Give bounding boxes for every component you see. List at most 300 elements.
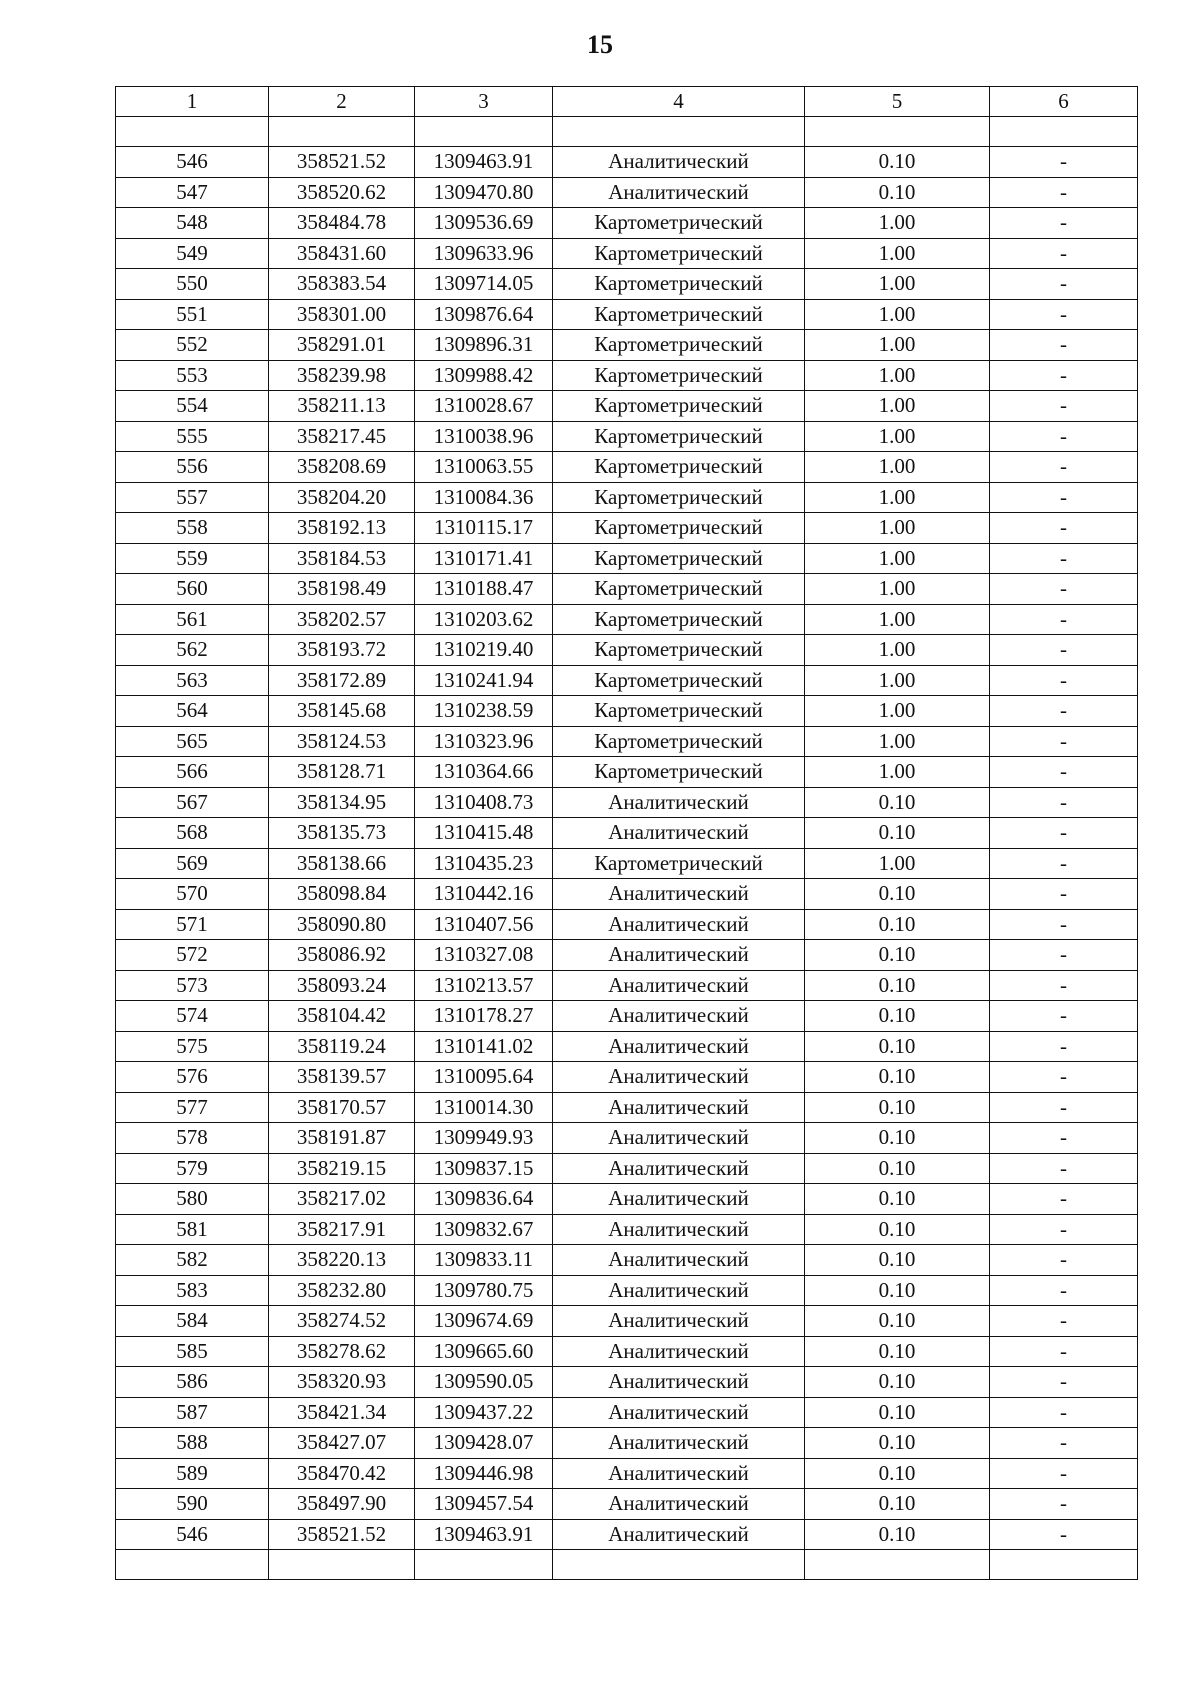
table-cell: Аналитический — [553, 1519, 805, 1550]
table-cell: 1310323.96 — [415, 726, 553, 757]
table-cell: 1.00 — [805, 360, 990, 391]
table-cell: 1310063.55 — [415, 452, 553, 483]
table-cell: Картометрический — [553, 421, 805, 452]
table-cell: - — [990, 1062, 1138, 1093]
table-row — [116, 1001, 1138, 1032]
table-cell: 569 — [116, 848, 269, 879]
table-cell: 1309463.91 — [415, 1519, 553, 1550]
table-row — [116, 1458, 1138, 1489]
table-row — [116, 696, 1138, 727]
table-cell: 561 — [116, 604, 269, 635]
table-cell: - — [990, 238, 1138, 269]
table-cell: 546 — [116, 147, 269, 178]
table-cell: 0.10 — [805, 1397, 990, 1428]
table-row — [116, 299, 1138, 330]
table-cell — [553, 1550, 805, 1580]
table-cell: - — [990, 1214, 1138, 1245]
table-cell: - — [990, 574, 1138, 605]
table-cell: - — [990, 177, 1138, 208]
table-cell: 1310141.02 — [415, 1031, 553, 1062]
table-cell: 1.00 — [805, 208, 990, 239]
table-cell: 559 — [116, 543, 269, 574]
table-row — [116, 635, 1138, 666]
table-cell: 358217.02 — [269, 1184, 415, 1215]
table-cell: 358119.24 — [269, 1031, 415, 1062]
table-cell: 579 — [116, 1153, 269, 1184]
table-cell: 1310028.67 — [415, 391, 553, 422]
table-cell: Картометрический — [553, 604, 805, 635]
table-cell: 1309665.60 — [415, 1336, 553, 1367]
table-cell: - — [990, 1123, 1138, 1154]
table-cell: 0.10 — [805, 1306, 990, 1337]
table-cell: 0.10 — [805, 879, 990, 910]
table-cell: 358098.84 — [269, 879, 415, 910]
table-row — [116, 665, 1138, 696]
table-row — [116, 1123, 1138, 1154]
table-row — [116, 1092, 1138, 1123]
table-cell: Аналитический — [553, 1397, 805, 1428]
table-cell: 546 — [116, 1519, 269, 1550]
table-cell: 590 — [116, 1489, 269, 1520]
table-cell: - — [990, 1245, 1138, 1276]
table-cell: Аналитический — [553, 787, 805, 818]
table-cell: - — [990, 940, 1138, 971]
table-cell: Аналитический — [553, 1062, 805, 1093]
table-cell: 1309674.69 — [415, 1306, 553, 1337]
table-cell: 549 — [116, 238, 269, 269]
table-cell: Аналитический — [553, 1092, 805, 1123]
table-cell: Аналитический — [553, 1184, 805, 1215]
table-row — [116, 360, 1138, 391]
table-cell: 358431.60 — [269, 238, 415, 269]
table-row — [116, 269, 1138, 300]
table-cell: Аналитический — [553, 970, 805, 1001]
table-cell: 567 — [116, 787, 269, 818]
table-cell: 1.00 — [805, 696, 990, 727]
table-cell — [116, 117, 269, 147]
table-cell: Картометрический — [553, 726, 805, 757]
table-cell: 0.10 — [805, 1336, 990, 1367]
table-cell: - — [990, 1489, 1138, 1520]
table-cell: 1309536.69 — [415, 208, 553, 239]
table-row — [116, 452, 1138, 483]
table-cell: Картометрический — [553, 757, 805, 788]
table-cell: 566 — [116, 757, 269, 788]
table-cell: 562 — [116, 635, 269, 666]
table-cell: Аналитический — [553, 1001, 805, 1032]
table-cell: 1309836.64 — [415, 1184, 553, 1215]
table-cell: - — [990, 1275, 1138, 1306]
table-cell: 551 — [116, 299, 269, 330]
table-cell: - — [990, 482, 1138, 513]
table-cell: 576 — [116, 1062, 269, 1093]
table-cell: Аналитический — [553, 1367, 805, 1398]
table-cell: Аналитический — [553, 147, 805, 178]
table-cell: 1309832.67 — [415, 1214, 553, 1245]
table-cell: 0.10 — [805, 1458, 990, 1489]
table-cell: Картометрический — [553, 635, 805, 666]
table-cell: 358217.45 — [269, 421, 415, 452]
table-cell: 0.10 — [805, 1031, 990, 1062]
table-row — [116, 1519, 1138, 1550]
table-row — [116, 513, 1138, 544]
table-cell — [269, 1550, 415, 1580]
table-cell: Картометрический — [553, 482, 805, 513]
table-cell: 358208.69 — [269, 452, 415, 483]
table-cell — [805, 1550, 990, 1580]
table-cell: 1.00 — [805, 238, 990, 269]
table-cell: 589 — [116, 1458, 269, 1489]
table-row — [116, 482, 1138, 513]
table-cell: 1310014.30 — [415, 1092, 553, 1123]
table-cell: 358192.13 — [269, 513, 415, 544]
table-cell: 0.10 — [805, 1245, 990, 1276]
table-cell: - — [990, 391, 1138, 422]
table-cell: 1310038.96 — [415, 421, 553, 452]
table-row — [116, 1245, 1138, 1276]
table-cell: 0.10 — [805, 1062, 990, 1093]
table-cell: - — [990, 696, 1138, 727]
table-cell: 0.10 — [805, 1123, 990, 1154]
table-cell: 358198.49 — [269, 574, 415, 605]
table-row — [116, 208, 1138, 239]
table-cell: 358421.34 — [269, 1397, 415, 1428]
table-cell: 358301.00 — [269, 299, 415, 330]
table-cell: - — [990, 1184, 1138, 1215]
table-row — [116, 1397, 1138, 1428]
table-row — [116, 787, 1138, 818]
table-cell: Картометрический — [553, 208, 805, 239]
table-cell: 1310327.08 — [415, 940, 553, 971]
table-cell: 358204.20 — [269, 482, 415, 513]
table-cell: 358497.90 — [269, 1489, 415, 1520]
table-cell: - — [990, 665, 1138, 696]
table-body — [116, 87, 1138, 1580]
table-cell: 1309590.05 — [415, 1367, 553, 1398]
table-cell: 0.10 — [805, 909, 990, 940]
table-row — [116, 726, 1138, 757]
table-row — [116, 330, 1138, 361]
table-cell: 550 — [116, 269, 269, 300]
table-cell — [415, 117, 553, 147]
table-cell: 1.00 — [805, 726, 990, 757]
table-cell: 1310435.23 — [415, 848, 553, 879]
table-cell: 0.10 — [805, 177, 990, 208]
table-cell: - — [990, 1031, 1138, 1062]
table-cell: 0.10 — [805, 1275, 990, 1306]
table-cell: Картометрический — [553, 543, 805, 574]
table-cell: 1309428.07 — [415, 1428, 553, 1459]
table-cell: Картометрический — [553, 574, 805, 605]
table-cell: 1.00 — [805, 757, 990, 788]
table-cell: 1310203.62 — [415, 604, 553, 635]
table-cell: 358211.13 — [269, 391, 415, 422]
table-cell: - — [990, 1458, 1138, 1489]
table-cell: 1.00 — [805, 299, 990, 330]
table-cell: 571 — [116, 909, 269, 940]
table-cell: 358520.62 — [269, 177, 415, 208]
table-cell: 1309780.75 — [415, 1275, 553, 1306]
table-cell: 1309837.15 — [415, 1153, 553, 1184]
table-cell: 358521.52 — [269, 147, 415, 178]
table-row — [116, 1214, 1138, 1245]
table-cell: - — [990, 757, 1138, 788]
table-cell: - — [990, 360, 1138, 391]
table-cell: 1.00 — [805, 574, 990, 605]
table-cell: 358138.66 — [269, 848, 415, 879]
table-cell: - — [990, 1306, 1138, 1337]
table-cell: 1310095.64 — [415, 1062, 553, 1093]
table-row — [116, 1275, 1138, 1306]
table-cell: 358291.01 — [269, 330, 415, 361]
table-cell: - — [990, 330, 1138, 361]
table-cell: - — [990, 1397, 1138, 1428]
table-cell: Картометрический — [553, 299, 805, 330]
table-cell: 0.10 — [805, 147, 990, 178]
table-cell: 0.10 — [805, 787, 990, 818]
table-cell: 580 — [116, 1184, 269, 1215]
table-cell: Картометрический — [553, 330, 805, 361]
table-cell: 581 — [116, 1214, 269, 1245]
table-cell — [990, 117, 1138, 147]
table-cell: 1.00 — [805, 330, 990, 361]
table-cell: Аналитический — [553, 1031, 805, 1062]
table-cell: Аналитический — [553, 1458, 805, 1489]
table-cell: 547 — [116, 177, 269, 208]
table-cell: 1.00 — [805, 543, 990, 574]
table-cell: - — [990, 1367, 1138, 1398]
table-cell: 1309949.93 — [415, 1123, 553, 1154]
table-header-row — [116, 87, 1138, 117]
table-row — [116, 757, 1138, 788]
table-cell: 573 — [116, 970, 269, 1001]
table-cell: Аналитический — [553, 818, 805, 849]
table-row — [116, 543, 1138, 574]
table-cell: 1310415.48 — [415, 818, 553, 849]
table-cell: Картометрический — [553, 391, 805, 422]
table-cell: Аналитический — [553, 1214, 805, 1245]
table-cell: 548 — [116, 208, 269, 239]
table-cell: Картометрический — [553, 269, 805, 300]
table-cell: 358219.15 — [269, 1153, 415, 1184]
table-row — [116, 818, 1138, 849]
table-cell: 358484.78 — [269, 208, 415, 239]
table-cell: 585 — [116, 1336, 269, 1367]
table-cell: - — [990, 1336, 1138, 1367]
table-cell: 358239.98 — [269, 360, 415, 391]
table-cell: 1310171.41 — [415, 543, 553, 574]
table-cell: 1310241.94 — [415, 665, 553, 696]
table-cell: 358217.91 — [269, 1214, 415, 1245]
table-cell: 1309437.22 — [415, 1397, 553, 1428]
table-cell: Аналитический — [553, 1245, 805, 1276]
table-cell: 574 — [116, 1001, 269, 1032]
table-cell: Аналитический — [553, 909, 805, 940]
table-cell: Аналитический — [553, 1428, 805, 1459]
table-cell: 587 — [116, 1397, 269, 1428]
table-cell — [805, 117, 990, 147]
column-header: 5 — [805, 87, 990, 117]
table-cell: 358093.24 — [269, 970, 415, 1001]
table-cell: 358172.89 — [269, 665, 415, 696]
table-cell: 1310238.59 — [415, 696, 553, 727]
column-header: 2 — [269, 87, 415, 117]
table-cell: Аналитический — [553, 1123, 805, 1154]
table-cell: 1.00 — [805, 635, 990, 666]
table-cell: Аналитический — [553, 177, 805, 208]
table-cell: Картометрический — [553, 238, 805, 269]
table-cell: - — [990, 513, 1138, 544]
table-cell: - — [990, 269, 1138, 300]
table-cell: 1310364.66 — [415, 757, 553, 788]
table-cell: - — [990, 147, 1138, 178]
column-header: 6 — [990, 87, 1138, 117]
table-cell — [415, 1550, 553, 1580]
table-cell: 560 — [116, 574, 269, 605]
table-cell — [269, 117, 415, 147]
table-row — [116, 421, 1138, 452]
table-cell: 1310219.40 — [415, 635, 553, 666]
table-row — [116, 147, 1138, 178]
table-cell: 358086.92 — [269, 940, 415, 971]
table-cell: 358220.13 — [269, 1245, 415, 1276]
table-cell: 1310408.73 — [415, 787, 553, 818]
table-cell: Картометрический — [553, 665, 805, 696]
table-cell: 1.00 — [805, 269, 990, 300]
table-cell: 1.00 — [805, 452, 990, 483]
table-cell: 0.10 — [805, 1367, 990, 1398]
table-cell: 1309633.96 — [415, 238, 553, 269]
table-cell: 568 — [116, 818, 269, 849]
table-cell: - — [990, 848, 1138, 879]
table-cell: 578 — [116, 1123, 269, 1154]
table-cell — [553, 117, 805, 147]
table-cell: - — [990, 970, 1138, 1001]
table-cell: 565 — [116, 726, 269, 757]
table-row — [116, 1428, 1138, 1459]
table-cell: 1309470.80 — [415, 177, 553, 208]
table-cell: 584 — [116, 1306, 269, 1337]
table-cell: Картометрический — [553, 848, 805, 879]
table-cell: 358470.42 — [269, 1458, 415, 1489]
table-cell: 1310213.57 — [415, 970, 553, 1001]
table-cell: 1309876.64 — [415, 299, 553, 330]
table-cell: 358170.57 — [269, 1092, 415, 1123]
table-cell: - — [990, 299, 1138, 330]
table-row — [116, 1031, 1138, 1062]
table-cell: 0.10 — [805, 1001, 990, 1032]
table-cell: 358184.53 — [269, 543, 415, 574]
table-cell: 570 — [116, 879, 269, 910]
table-cell: - — [990, 1153, 1138, 1184]
table-row — [116, 940, 1138, 971]
table-cell: - — [990, 1519, 1138, 1550]
table-cell: 0.10 — [805, 1428, 990, 1459]
table-cell: 556 — [116, 452, 269, 483]
column-header: 4 — [553, 87, 805, 117]
table-cell: - — [990, 1092, 1138, 1123]
table-cell: 0.10 — [805, 1214, 990, 1245]
table-cell: 1309896.31 — [415, 330, 553, 361]
table-cell: - — [990, 879, 1138, 910]
table-row — [116, 604, 1138, 635]
table-cell: 358104.42 — [269, 1001, 415, 1032]
table-cell: 0.10 — [805, 1519, 990, 1550]
table-cell: 358383.54 — [269, 269, 415, 300]
table-cell: - — [990, 909, 1138, 940]
table-row — [116, 177, 1138, 208]
table-row — [116, 1184, 1138, 1215]
table-cell: Аналитический — [553, 1489, 805, 1520]
table-cell: 564 — [116, 696, 269, 727]
table-cell: 563 — [116, 665, 269, 696]
table-cell: 358134.95 — [269, 787, 415, 818]
table-cell: 577 — [116, 1092, 269, 1123]
table-cell: 1.00 — [805, 482, 990, 513]
table-cell: 1310115.17 — [415, 513, 553, 544]
table-cell: 358278.62 — [269, 1336, 415, 1367]
table-cell: 358427.07 — [269, 1428, 415, 1459]
table-cell: 358124.53 — [269, 726, 415, 757]
table-cell: Аналитический — [553, 1306, 805, 1337]
blank-row — [116, 1550, 1138, 1580]
table-cell: - — [990, 635, 1138, 666]
table-cell: 572 — [116, 940, 269, 971]
table-cell — [116, 1550, 269, 1580]
table-row — [116, 1489, 1138, 1520]
table-row — [116, 909, 1138, 940]
table-cell: 1309988.42 — [415, 360, 553, 391]
table-cell: 358320.93 — [269, 1367, 415, 1398]
table-cell: Аналитический — [553, 879, 805, 910]
table-cell: 1309714.05 — [415, 269, 553, 300]
table-cell: 358232.80 — [269, 1275, 415, 1306]
table-cell: 0.10 — [805, 1092, 990, 1123]
table-cell: 1310178.27 — [415, 1001, 553, 1032]
table-cell: 1309457.54 — [415, 1489, 553, 1520]
column-header: 3 — [415, 87, 553, 117]
table-cell: 1310407.56 — [415, 909, 553, 940]
table-cell: 1.00 — [805, 391, 990, 422]
table-cell: - — [990, 208, 1138, 239]
table-cell: Аналитический — [553, 1275, 805, 1306]
table-cell: Картометрический — [553, 452, 805, 483]
table-cell: 358139.57 — [269, 1062, 415, 1093]
table-cell: 553 — [116, 360, 269, 391]
table-cell: 0.10 — [805, 1489, 990, 1520]
table-cell: - — [990, 818, 1138, 849]
table-cell: 0.10 — [805, 970, 990, 1001]
table-cell: 358274.52 — [269, 1306, 415, 1337]
table-cell: 1310442.16 — [415, 879, 553, 910]
table-row — [116, 391, 1138, 422]
table-cell: 586 — [116, 1367, 269, 1398]
table-cell — [990, 1550, 1138, 1580]
table-cell: 1.00 — [805, 848, 990, 879]
table-row — [116, 1153, 1138, 1184]
table-cell: 582 — [116, 1245, 269, 1276]
table-cell: 358145.68 — [269, 696, 415, 727]
table-cell: 1309833.11 — [415, 1245, 553, 1276]
table-cell: Картометрический — [553, 360, 805, 391]
table-cell: 558 — [116, 513, 269, 544]
table-cell: - — [990, 421, 1138, 452]
table-cell: 1310084.36 — [415, 482, 553, 513]
table-cell: Аналитический — [553, 1153, 805, 1184]
table-cell: 1.00 — [805, 665, 990, 696]
coordinates-table — [115, 86, 1138, 1580]
table-cell: 358202.57 — [269, 604, 415, 635]
